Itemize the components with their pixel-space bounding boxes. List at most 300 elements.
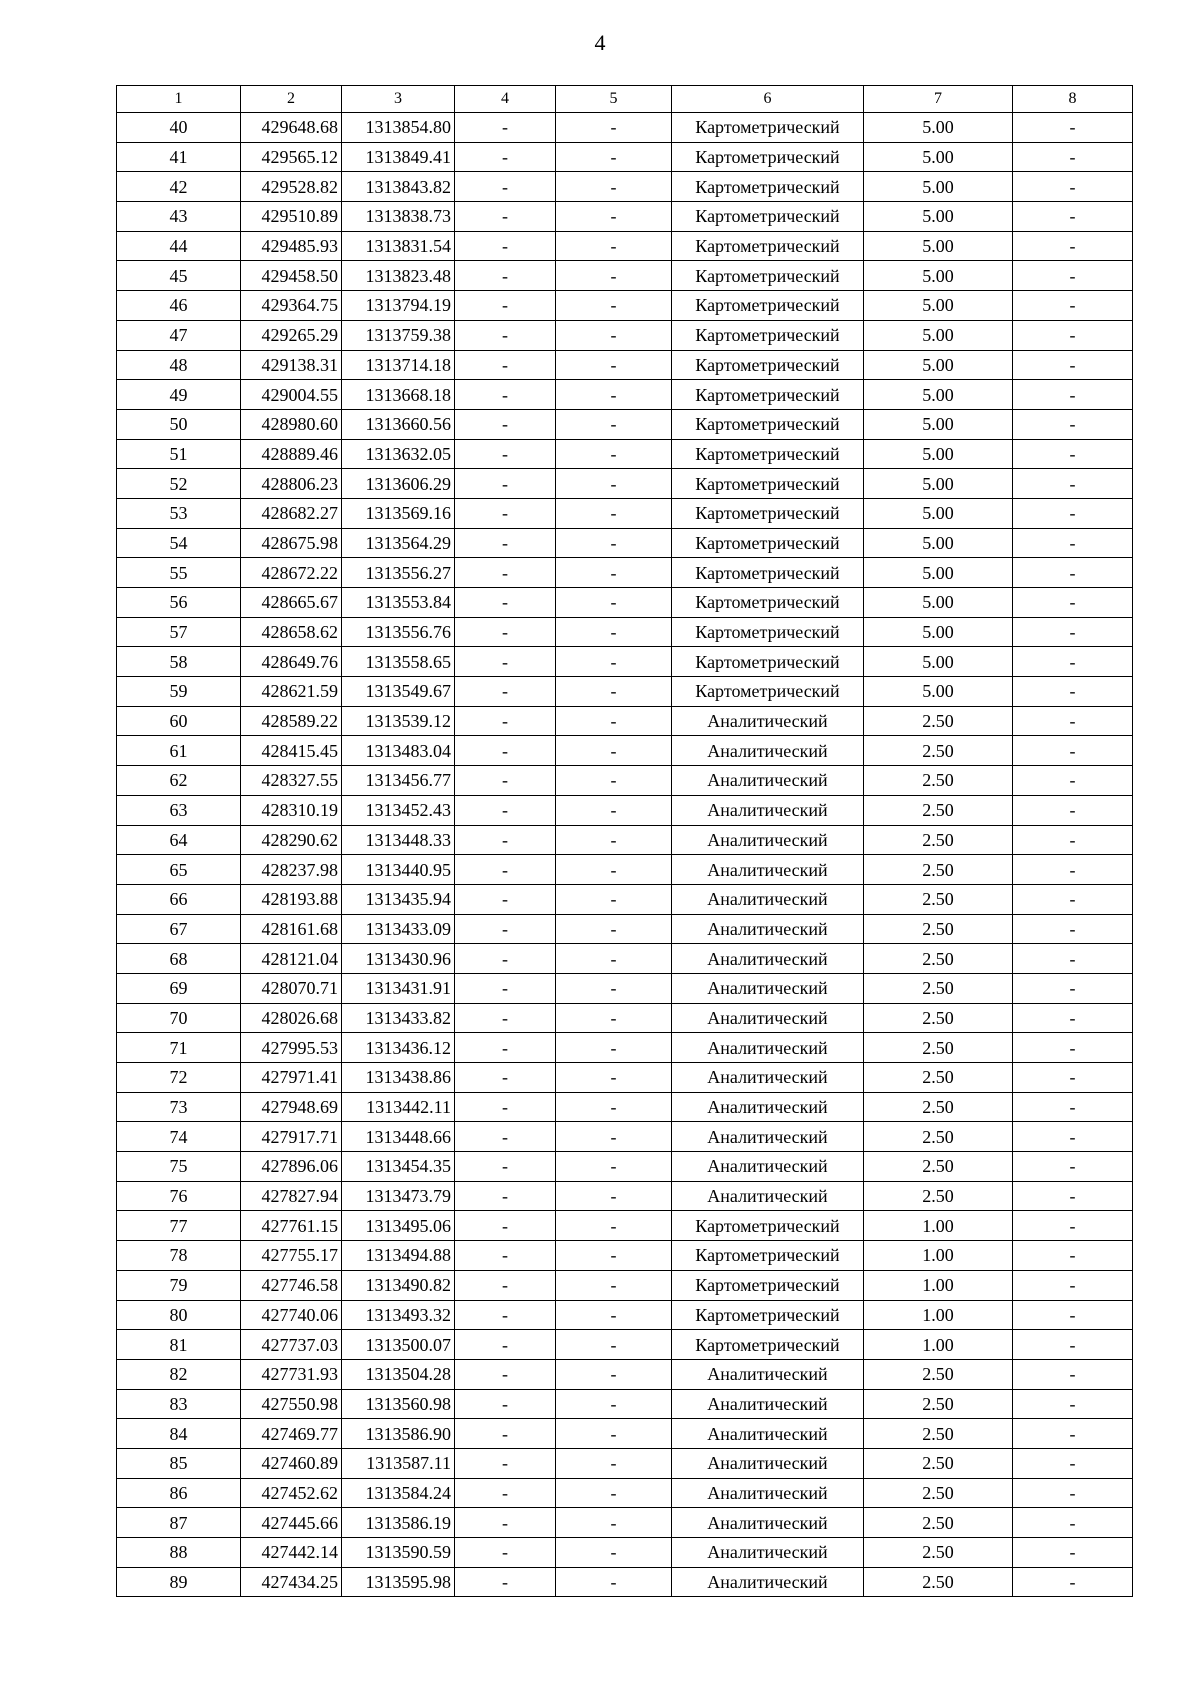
method-cell: Картометрический <box>672 350 864 380</box>
col-5-cell: - <box>556 142 672 172</box>
table-row <box>117 380 1133 410</box>
col-4-cell: - <box>455 439 556 469</box>
col-4-cell: - <box>455 1478 556 1508</box>
accuracy-cell: 5.00 <box>864 350 1013 380</box>
col-4-cell: - <box>455 944 556 974</box>
method-cell: Аналитический <box>672 766 864 796</box>
accuracy-cell: 1.00 <box>864 1241 1013 1271</box>
coord-y-cell: 1313504.28 <box>342 1359 455 1389</box>
method-cell: Картометрический <box>672 1211 864 1241</box>
method-cell: Аналитический <box>672 855 864 885</box>
col-4-cell: - <box>455 1092 556 1122</box>
coord-x-cell: 427896.06 <box>241 1152 342 1182</box>
col-4-cell: - <box>455 231 556 261</box>
method-cell: Картометрический <box>672 261 864 291</box>
table-row <box>117 1241 1133 1271</box>
col-8-cell: - <box>1013 1359 1133 1389</box>
col-5-cell: - <box>556 588 672 618</box>
coord-y-cell: 1313587.11 <box>342 1448 455 1478</box>
table-row <box>117 914 1133 944</box>
accuracy-cell: 5.00 <box>864 231 1013 261</box>
method-cell: Аналитический <box>672 884 864 914</box>
col-4-cell: - <box>455 409 556 439</box>
point-number-cell: 61 <box>117 736 241 766</box>
coord-y-cell: 1313606.29 <box>342 469 455 499</box>
col-8-cell: - <box>1013 825 1133 855</box>
point-number-cell: 68 <box>117 944 241 974</box>
table-row <box>117 706 1133 736</box>
col-4-cell: - <box>455 647 556 677</box>
col-4-cell: - <box>455 973 556 1003</box>
coord-y-cell: 1313632.05 <box>342 439 455 469</box>
coord-x-cell: 428290.62 <box>241 825 342 855</box>
col-5-cell: - <box>556 1063 672 1093</box>
col-4-cell: - <box>455 172 556 202</box>
point-number-cell: 43 <box>117 202 241 232</box>
point-number-cell: 60 <box>117 706 241 736</box>
coord-y-cell: 1313714.18 <box>342 350 455 380</box>
col-4-cell: - <box>455 884 556 914</box>
method-cell: Картометрический <box>672 409 864 439</box>
table-row <box>117 291 1133 321</box>
col-5-cell: - <box>556 172 672 202</box>
coord-x-cell: 428327.55 <box>241 766 342 796</box>
accuracy-cell: 2.50 <box>864 1508 1013 1538</box>
table-row <box>117 766 1133 796</box>
col-8-cell: - <box>1013 1241 1133 1271</box>
method-cell: Аналитический <box>672 1567 864 1597</box>
method-cell: Картометрический <box>672 231 864 261</box>
coord-y-cell: 1313556.76 <box>342 617 455 647</box>
accuracy-cell: 2.50 <box>864 1063 1013 1093</box>
accuracy-cell: 2.50 <box>864 1389 1013 1419</box>
method-cell: Картометрический <box>672 1300 864 1330</box>
col-8-cell: - <box>1013 1389 1133 1419</box>
col-8-cell: - <box>1013 617 1133 647</box>
coord-x-cell: 428889.46 <box>241 439 342 469</box>
point-number-cell: 89 <box>117 1567 241 1597</box>
coord-x-cell: 427469.77 <box>241 1419 342 1449</box>
col-8-cell: - <box>1013 677 1133 707</box>
table-row <box>117 1033 1133 1063</box>
col-5-cell: - <box>556 855 672 885</box>
table-row <box>117 1478 1133 1508</box>
table-row <box>117 142 1133 172</box>
coord-x-cell: 427761.15 <box>241 1211 342 1241</box>
method-cell: Картометрический <box>672 498 864 528</box>
coord-x-cell: 427434.25 <box>241 1567 342 1597</box>
coord-y-cell: 1313549.67 <box>342 677 455 707</box>
point-number-cell: 53 <box>117 498 241 528</box>
col-4-cell: - <box>455 1152 556 1182</box>
point-number-cell: 45 <box>117 261 241 291</box>
col-8-cell: - <box>1013 1538 1133 1568</box>
table-row <box>117 113 1133 143</box>
coord-y-cell: 1313490.82 <box>342 1270 455 1300</box>
accuracy-cell: 1.00 <box>864 1300 1013 1330</box>
coord-x-cell: 427740.06 <box>241 1300 342 1330</box>
point-number-cell: 77 <box>117 1211 241 1241</box>
column-header: 1 <box>117 86 241 113</box>
coord-x-cell: 427971.41 <box>241 1063 342 1093</box>
table-row <box>117 1300 1133 1330</box>
col-8-cell: - <box>1013 973 1133 1003</box>
col-8-cell: - <box>1013 498 1133 528</box>
point-number-cell: 63 <box>117 795 241 825</box>
table-row <box>117 261 1133 291</box>
method-cell: Картометрический <box>672 202 864 232</box>
column-header: 4 <box>455 86 556 113</box>
col-4-cell: - <box>455 617 556 647</box>
point-number-cell: 87 <box>117 1508 241 1538</box>
coord-y-cell: 1313539.12 <box>342 706 455 736</box>
col-4-cell: - <box>455 588 556 618</box>
coord-x-cell: 428310.19 <box>241 795 342 825</box>
coord-y-cell: 1313431.91 <box>342 973 455 1003</box>
coord-x-cell: 429138.31 <box>241 350 342 380</box>
point-number-cell: 78 <box>117 1241 241 1271</box>
coord-x-cell: 427995.53 <box>241 1033 342 1063</box>
coord-x-cell: 427731.93 <box>241 1359 342 1389</box>
method-cell: Картометрический <box>672 617 864 647</box>
table-row <box>117 1389 1133 1419</box>
col-5-cell: - <box>556 795 672 825</box>
table-row <box>117 1270 1133 1300</box>
point-number-cell: 48 <box>117 350 241 380</box>
coord-x-cell: 429364.75 <box>241 291 342 321</box>
table-row <box>117 588 1133 618</box>
table-row <box>117 825 1133 855</box>
coord-y-cell: 1313794.19 <box>342 291 455 321</box>
table-row <box>117 439 1133 469</box>
coord-y-cell: 1313436.12 <box>342 1033 455 1063</box>
col-5-cell: - <box>556 528 672 558</box>
col-4-cell: - <box>455 736 556 766</box>
coord-x-cell: 427550.98 <box>241 1389 342 1419</box>
point-number-cell: 85 <box>117 1448 241 1478</box>
col-8-cell: - <box>1013 706 1133 736</box>
method-cell: Картометрический <box>672 439 864 469</box>
coord-x-cell: 428658.62 <box>241 617 342 647</box>
method-cell: Картометрический <box>672 320 864 350</box>
coord-x-cell: 428682.27 <box>241 498 342 528</box>
table-row <box>117 617 1133 647</box>
coord-x-cell: 428675.98 <box>241 528 342 558</box>
accuracy-cell: 2.50 <box>864 706 1013 736</box>
col-5-cell: - <box>556 973 672 1003</box>
col-8-cell: - <box>1013 172 1133 202</box>
point-number-cell: 67 <box>117 914 241 944</box>
col-8-cell: - <box>1013 1330 1133 1360</box>
method-cell: Аналитический <box>672 736 864 766</box>
col-5-cell: - <box>556 469 672 499</box>
method-cell: Аналитический <box>672 1538 864 1568</box>
point-number-cell: 74 <box>117 1122 241 1152</box>
col-4-cell: - <box>455 1508 556 1538</box>
col-5-cell: - <box>556 884 672 914</box>
point-number-cell: 42 <box>117 172 241 202</box>
col-5-cell: - <box>556 1300 672 1330</box>
col-8-cell: - <box>1013 350 1133 380</box>
col-5-cell: - <box>556 1538 672 1568</box>
accuracy-cell: 2.50 <box>864 1448 1013 1478</box>
col-5-cell: - <box>556 1241 672 1271</box>
col-8-cell: - <box>1013 1152 1133 1182</box>
method-cell: Картометрический <box>672 291 864 321</box>
coord-y-cell: 1313843.82 <box>342 172 455 202</box>
col-4-cell: - <box>455 1567 556 1597</box>
point-number-cell: 79 <box>117 1270 241 1300</box>
accuracy-cell: 5.00 <box>864 380 1013 410</box>
col-8-cell: - <box>1013 261 1133 291</box>
col-4-cell: - <box>455 1419 556 1449</box>
method-cell: Аналитический <box>672 973 864 1003</box>
table-row <box>117 469 1133 499</box>
table-row <box>117 1092 1133 1122</box>
col-4-cell: - <box>455 142 556 172</box>
col-8-cell: - <box>1013 1270 1133 1300</box>
point-number-cell: 44 <box>117 231 241 261</box>
accuracy-cell: 5.00 <box>864 291 1013 321</box>
col-8-cell: - <box>1013 291 1133 321</box>
col-8-cell: - <box>1013 469 1133 499</box>
col-5-cell: - <box>556 231 672 261</box>
point-number-cell: 58 <box>117 647 241 677</box>
accuracy-cell: 1.00 <box>864 1211 1013 1241</box>
col-5-cell: - <box>556 1508 672 1538</box>
coord-y-cell: 1313494.88 <box>342 1241 455 1271</box>
col-8-cell: - <box>1013 647 1133 677</box>
col-8-cell: - <box>1013 914 1133 944</box>
point-number-cell: 70 <box>117 1003 241 1033</box>
point-number-cell: 73 <box>117 1092 241 1122</box>
col-4-cell: - <box>455 914 556 944</box>
accuracy-cell: 2.50 <box>864 736 1013 766</box>
col-5-cell: - <box>556 1181 672 1211</box>
coord-y-cell: 1313452.43 <box>342 795 455 825</box>
col-8-cell: - <box>1013 588 1133 618</box>
accuracy-cell: 5.00 <box>864 677 1013 707</box>
table-row <box>117 1063 1133 1093</box>
accuracy-cell: 2.50 <box>864 1478 1013 1508</box>
method-cell: Картометрический <box>672 172 864 202</box>
col-4-cell: - <box>455 1270 556 1300</box>
coord-y-cell: 1313595.98 <box>342 1567 455 1597</box>
col-4-cell: - <box>455 1122 556 1152</box>
col-4-cell: - <box>455 855 556 885</box>
col-5-cell: - <box>556 202 672 232</box>
column-header: 3 <box>342 86 455 113</box>
col-4-cell: - <box>455 1389 556 1419</box>
table-row <box>117 1508 1133 1538</box>
point-number-cell: 88 <box>117 1538 241 1568</box>
coord-x-cell: 428621.59 <box>241 677 342 707</box>
accuracy-cell: 2.50 <box>864 1033 1013 1063</box>
col-4-cell: - <box>455 1300 556 1330</box>
coord-y-cell: 1313553.84 <box>342 588 455 618</box>
col-5-cell: - <box>556 617 672 647</box>
col-5-cell: - <box>556 677 672 707</box>
col-5-cell: - <box>556 1092 672 1122</box>
point-number-cell: 76 <box>117 1181 241 1211</box>
accuracy-cell: 2.50 <box>864 1181 1013 1211</box>
coord-x-cell: 429004.55 <box>241 380 342 410</box>
col-8-cell: - <box>1013 1092 1133 1122</box>
point-number-cell: 65 <box>117 855 241 885</box>
coord-x-cell: 429510.89 <box>241 202 342 232</box>
col-4-cell: - <box>455 795 556 825</box>
col-8-cell: - <box>1013 884 1133 914</box>
point-number-cell: 69 <box>117 973 241 1003</box>
table-row <box>117 498 1133 528</box>
coord-y-cell: 1313438.86 <box>342 1063 455 1093</box>
coord-x-cell: 428237.98 <box>241 855 342 885</box>
col-4-cell: - <box>455 528 556 558</box>
col-5-cell: - <box>556 1211 672 1241</box>
accuracy-cell: 2.50 <box>864 1152 1013 1182</box>
point-number-cell: 81 <box>117 1330 241 1360</box>
coord-y-cell: 1313500.07 <box>342 1330 455 1360</box>
col-5-cell: - <box>556 825 672 855</box>
point-number-cell: 82 <box>117 1359 241 1389</box>
table-row <box>117 1211 1133 1241</box>
table-row <box>117 647 1133 677</box>
coord-y-cell: 1313586.90 <box>342 1419 455 1449</box>
method-cell: Аналитический <box>672 1152 864 1182</box>
coord-y-cell: 1313483.04 <box>342 736 455 766</box>
col-8-cell: - <box>1013 1478 1133 1508</box>
coord-y-cell: 1313473.79 <box>342 1181 455 1211</box>
accuracy-cell: 2.50 <box>864 766 1013 796</box>
method-cell: Аналитический <box>672 1478 864 1508</box>
accuracy-cell: 2.50 <box>864 1567 1013 1597</box>
method-cell: Картометрический <box>672 1270 864 1300</box>
col-8-cell: - <box>1013 1300 1133 1330</box>
col-5-cell: - <box>556 766 672 796</box>
coord-x-cell: 428161.68 <box>241 914 342 944</box>
table-row <box>117 1419 1133 1449</box>
coord-y-cell: 1313435.94 <box>342 884 455 914</box>
coord-x-cell: 428665.67 <box>241 588 342 618</box>
method-cell: Картометрический <box>672 528 864 558</box>
table-row <box>117 172 1133 202</box>
col-8-cell: - <box>1013 439 1133 469</box>
accuracy-cell: 5.00 <box>864 528 1013 558</box>
coord-x-cell: 429528.82 <box>241 172 342 202</box>
col-4-cell: - <box>455 291 556 321</box>
accuracy-cell: 1.00 <box>864 1330 1013 1360</box>
method-cell: Аналитический <box>672 1359 864 1389</box>
coord-x-cell: 427827.94 <box>241 1181 342 1211</box>
col-5-cell: - <box>556 1478 672 1508</box>
table-row <box>117 202 1133 232</box>
col-5-cell: - <box>556 1330 672 1360</box>
accuracy-cell: 5.00 <box>864 588 1013 618</box>
coord-y-cell: 1313586.19 <box>342 1508 455 1538</box>
col-4-cell: - <box>455 558 556 588</box>
col-8-cell: - <box>1013 1033 1133 1063</box>
method-cell: Аналитический <box>672 1389 864 1419</box>
accuracy-cell: 2.50 <box>864 884 1013 914</box>
method-cell: Картометрический <box>672 588 864 618</box>
accuracy-cell: 2.50 <box>864 825 1013 855</box>
coord-y-cell: 1313831.54 <box>342 231 455 261</box>
coord-x-cell: 427460.89 <box>241 1448 342 1478</box>
coord-x-cell: 428070.71 <box>241 973 342 1003</box>
col-5-cell: - <box>556 1419 672 1449</box>
coord-x-cell: 429265.29 <box>241 320 342 350</box>
table-row <box>117 1567 1133 1597</box>
col-4-cell: - <box>455 202 556 232</box>
accuracy-cell: 5.00 <box>864 113 1013 143</box>
col-5-cell: - <box>556 914 672 944</box>
coord-y-cell: 1313442.11 <box>342 1092 455 1122</box>
col-8-cell: - <box>1013 1181 1133 1211</box>
col-8-cell: - <box>1013 558 1133 588</box>
coord-x-cell: 429458.50 <box>241 261 342 291</box>
accuracy-cell: 2.50 <box>864 944 1013 974</box>
coord-y-cell: 1313584.24 <box>342 1478 455 1508</box>
col-8-cell: - <box>1013 944 1133 974</box>
col-4-cell: - <box>455 1448 556 1478</box>
col-4-cell: - <box>455 825 556 855</box>
accuracy-cell: 2.50 <box>864 1419 1013 1449</box>
col-8-cell: - <box>1013 855 1133 885</box>
method-cell: Аналитический <box>672 1419 864 1449</box>
col-4-cell: - <box>455 261 556 291</box>
col-4-cell: - <box>455 498 556 528</box>
col-4-cell: - <box>455 469 556 499</box>
accuracy-cell: 2.50 <box>864 1538 1013 1568</box>
point-number-cell: 56 <box>117 588 241 618</box>
accuracy-cell: 5.00 <box>864 409 1013 439</box>
coord-x-cell: 428672.22 <box>241 558 342 588</box>
point-number-cell: 51 <box>117 439 241 469</box>
coord-x-cell: 428415.45 <box>241 736 342 766</box>
method-cell: Картометрический <box>672 1241 864 1271</box>
coord-x-cell: 428649.76 <box>241 647 342 677</box>
table-row <box>117 1330 1133 1360</box>
col-5-cell: - <box>556 409 672 439</box>
method-cell: Аналитический <box>672 1092 864 1122</box>
accuracy-cell: 2.50 <box>864 795 1013 825</box>
method-cell: Аналитический <box>672 1003 864 1033</box>
coord-x-cell: 428806.23 <box>241 469 342 499</box>
coord-x-cell: 427452.62 <box>241 1478 342 1508</box>
table-row <box>117 855 1133 885</box>
table-row <box>117 973 1133 1003</box>
col-5-cell: - <box>556 498 672 528</box>
accuracy-cell: 5.00 <box>864 469 1013 499</box>
coord-x-cell: 429565.12 <box>241 142 342 172</box>
coord-y-cell: 1313558.65 <box>342 647 455 677</box>
coord-x-cell: 427948.69 <box>241 1092 342 1122</box>
col-8-cell: - <box>1013 1211 1133 1241</box>
table-row <box>117 1152 1133 1182</box>
accuracy-cell: 2.50 <box>864 973 1013 1003</box>
table-row <box>117 528 1133 558</box>
method-cell: Картометрический <box>672 647 864 677</box>
point-number-cell: 57 <box>117 617 241 647</box>
coord-y-cell: 1313430.96 <box>342 944 455 974</box>
col-4-cell: - <box>455 766 556 796</box>
col-4-cell: - <box>455 677 556 707</box>
col-8-cell: - <box>1013 736 1133 766</box>
table-row <box>117 677 1133 707</box>
table-row <box>117 1003 1133 1033</box>
col-8-cell: - <box>1013 1122 1133 1152</box>
accuracy-cell: 5.00 <box>864 261 1013 291</box>
